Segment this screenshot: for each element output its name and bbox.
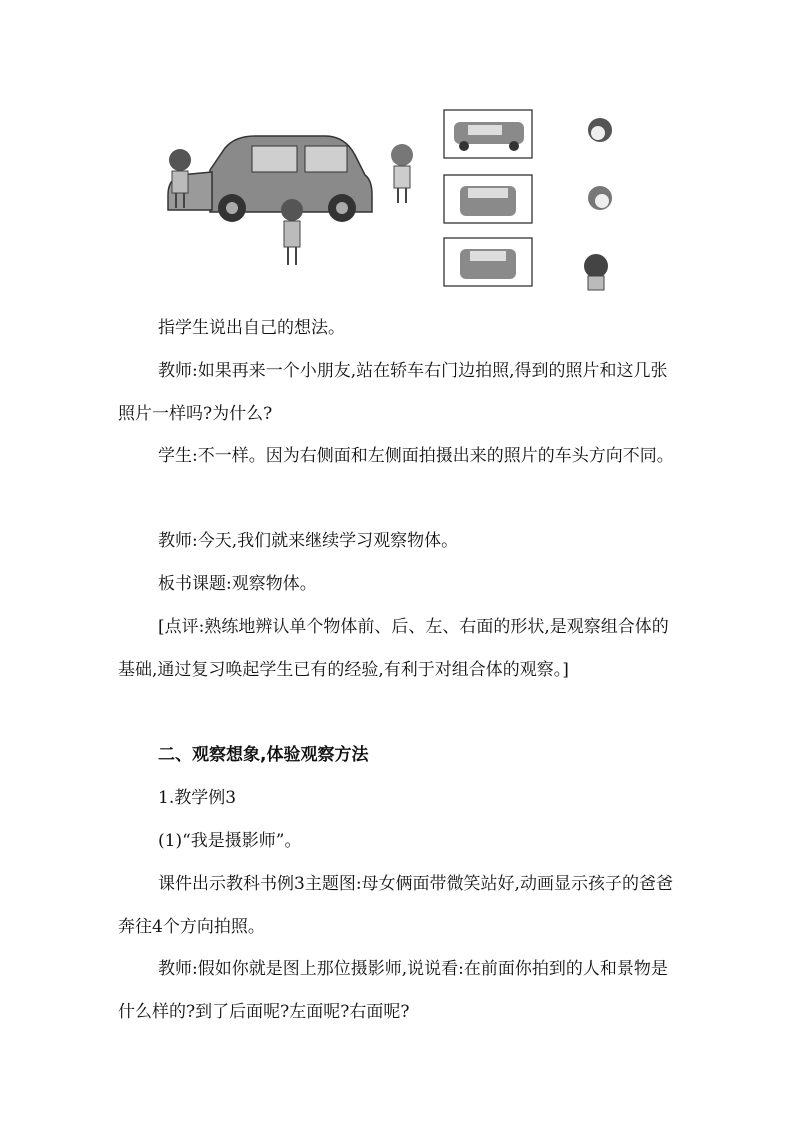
boy-face-icon [588,186,612,210]
paragraph-board-title: 板书课题:观察物体。 [158,574,317,594]
paragraph-teacher-prompt: 教师:假如你就是图上那位摄影师,说说看:在前面你拍到的人和景物是什么样的?到了后面呢?左面呢?右面呢? [118,959,668,1022]
illustration-svg [150,100,650,300]
paragraph-student-answer: 学生:不一样。因为右侧面和左侧面拍摄出来的照片的车头方向不同。 [158,446,674,466]
car-side-view [168,136,372,222]
photo-front-view [444,175,532,223]
girl-front-figure [281,199,303,265]
paragraph-teacher-question: 教师:如果再来一个小朋友,站在轿车右门边拍照,得到的照片和这几张照片一样吗?为什么? [118,361,668,424]
photo-back-view [444,238,532,286]
paragraph-example-title: 1.教学例3 [158,788,237,808]
photo-side-view [444,110,532,158]
paragraph-teacher-intro: 教师:今天,我们就来继续学习观察物体。 [158,531,459,551]
boy-right-figure [391,144,413,203]
girl-face-icon [588,118,612,142]
section-heading: 二、观察想象,体验观察方法 [158,745,369,765]
paragraph-comment: [点评:熟练地辨认单个物体前、后、左、右面的形状,是观察组合体的基础,通过复习唤起学生已有的经验,有利于对组合体的观察。] [118,617,669,680]
girl-back-icon [584,254,608,290]
paragraph-student-ideas: 指学生说出自己的想法。 [158,318,345,338]
car-observation-illustration [150,100,650,300]
paragraph-photographer: (1)“我是摄影师”。 [158,831,302,851]
paragraph-courseware: 课件出示教科书例3主题图:母女俩面带微笑站好,动画显示孩子的爸爸奔往4个方向拍照。 [118,874,673,937]
